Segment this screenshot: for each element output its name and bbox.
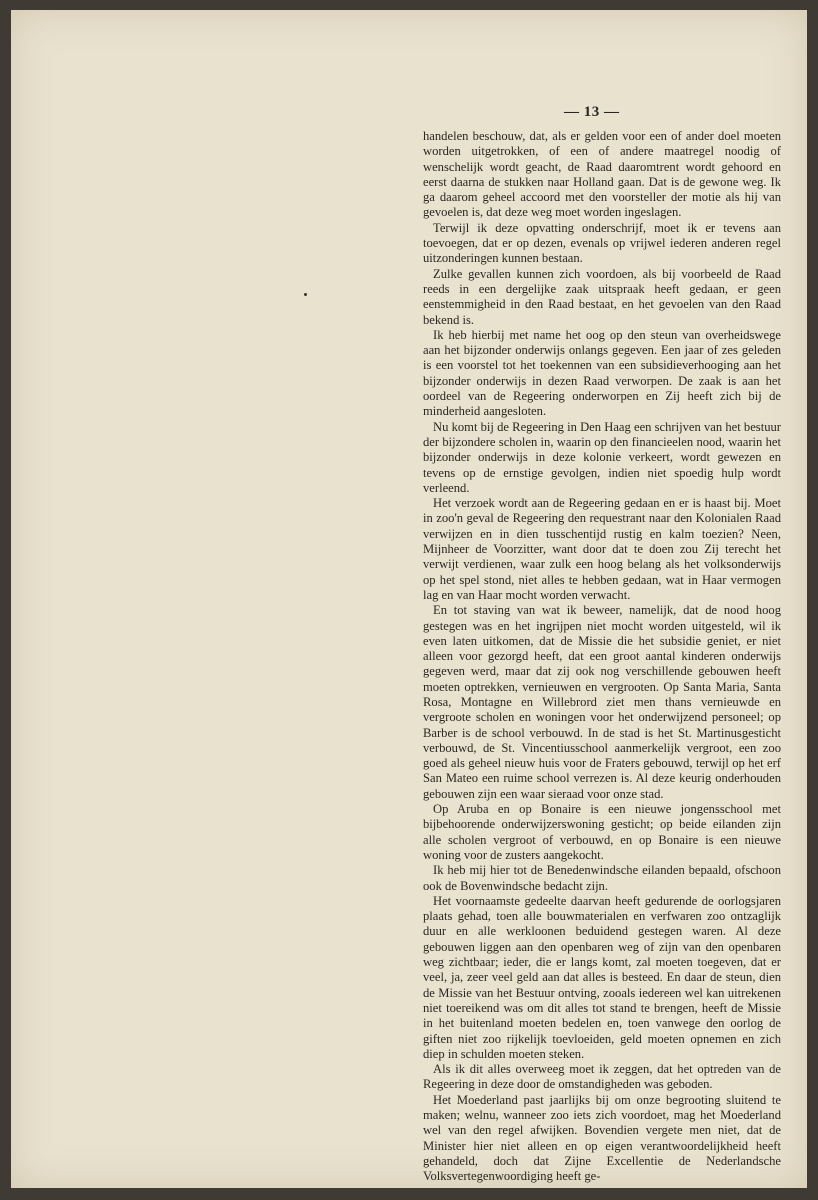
paragraph: Als ik dit alles overweeg moet ik zeggen, dat het optreden van de Regeering in deze door de omstandigheden was geboden.	[423, 1062, 781, 1092]
paragraph: Op Aruba en op Bonaire is een nieuwe jongensschool met bijbehoorende onderwijzerswoning gesticht; op beide eilanden zijn alle scholen vergroot of verbouwd, en op Bonaire is een nieuwe woning voor de zusters aangekocht.	[423, 802, 781, 862]
paragraph: Het Moederland past jaarlijks bij om onze begrooting sluitend te maken; welnu, wanneer zoo iets zich voordoet, mag het Moederland wel van den regel afwijken. Bovendien vergete men niet, dat de Minister hier niet alleen en op eigen verantwoordelijkheid heeft gehandeld, doch dat Zijne Excellentie de Nederlandsche Volksvertegenwoordiging heeft ge-	[423, 1092, 781, 1184]
paragraph: Ik heb hierbij met name het oog op den steun van overheidswege aan het bijzonder onderwijs onlangs gegeven. Een jaar of zes geleden is een voorstel tot het toekennen van een subsidieverhooging aan het bijzonder onderwijs in dezen Raad verworpen. De zaak is aan het oordeel van de Regeering onderworpen en Zij heeft zich bij de minderheid aangesloten.	[423, 327, 781, 419]
ink-speck	[304, 293, 307, 296]
body-text	[423, 129, 781, 1184]
paragraph: Ik heb mij hier tot de Benedenwindsche eilanden bepaald, ofschoon ook de Bovenwindsche bedacht zijn.	[423, 863, 781, 893]
paragraph: Terwijl ik deze opvatting onderschrijf, moet ik er tevens aan toevoegen, dat er op dezen, evenals op vrijwel iederen anderen regel uitzonderingen kunnen bestaan.	[423, 220, 781, 266]
document-page	[11, 10, 807, 1188]
page-number: — 13 —	[564, 104, 620, 120]
paragraph: Nu komt bij de Regeering in Den Haag een schrijven van het bestuur der bijzondere scholen in, waarin op den financieelen nood, waarin het bijzonder onderwijs in deze kolonie verkeert, wordt gewezen en tevens op de ernstige gevolgen, indien niet spoedig hulp wordt verleend.	[423, 419, 781, 495]
paragraph: Het verzoek wordt aan de Regeering gedaan en er is haast bij. Moet in zoo'n geval de Regeering den requestrant naar den Kolonialen Raad verwijzen en in dien tusschentijd rustig en kalm toezien? Neen, Mijnheer de Voorzitter, want door dat te doen zou Zij terecht het verwijt verdienen, waar zulk een hoog belang als het volksonderwijs op het spel stond, niet alles te hebben gedaan, wat in Haar vermogen lag en van Haar mocht worden verwacht.	[423, 496, 781, 602]
paragraph: En tot staving van wat ik beweer, namelijk, dat de nood hoog gestegen was en het ingrijpen niet mocht worden uitgesteld, wil ik even laten uitkomen, dat de Missie die het subsidie geniet, er niet alleen voor gezorgd heeft, dat een groot aantal kinderen onderwijs gegeven werd, maar dat zij ook nog verschillende gebouwen heeft moeten optrekken, vernieuwen en vergrooten. Op Santa Maria, Santa Rosa, Montagne en Willebrord ziet men thans vernieuwde en vergroote scholen en woningen voor het onderwijzend personeel; op Barber is de school verbouwd. In de stad is het St. Martinusgesticht verbouwd, de St. Vincentiusschool aanmerkelijk vergroot, een zoo goed als geheel nieuw huis voor de Fraters gebouwd, terwijl op het erf San Mateo een ruime school verrezen is. Al deze keurig onderhouden gebouwen zijn een waar sieraad voor onze stad.	[423, 603, 781, 801]
paragraph: Het voornaamste gedeelte daarvan heeft gedurende de oorlogsjaren plaats gehad, toen alle bouwmaterialen en verfwaren zoo ontzaglijk duur en alle werkloonen beduidend gestegen waren. Al deze gebouwen liggen aan den openbaren weg of zijn van den openbaren weg zichtbaar; ieder, die er langs komt, zal moeten toegeven, dat er veel, ja, zeer veel geld aan dat alles is besteed. En daar de steun, dien de Missie van het Bestuur ontving, zooals iedereen wel kan uitrekenen niet toereikend was om dit alles tot stand te brengen, heeft de Missie in het buitenland moeten bedelen en, toen vanwege den oorlog de giften niet zoo rijkelijk toevloeiden, geld moeten opnemen en zich diep in schulden moeten steken.	[423, 893, 781, 1061]
paragraph: handelen beschouw, dat, als er gelden voor een of ander doel moeten worden uitgetrokken, of een of andere maatregel noodig of wenschelijk wordt geacht, de Raad daaromtrent wordt gehoord en eerst daarna de stukken naar Holland gaan. Dat is de gewone weg. Ik ga daarom geheel accoord met den voorsteller der motie als hij van gevoelen is, dat deze weg moet worden ingeslagen.	[423, 129, 781, 220]
paragraph: Zulke gevallen kunnen zich voordoen, als bij voorbeeld de Raad reeds in een dergelijke zaak uitspraak heeft gedaan, er geen eenstemmigheid in den Raad bestaat, en het gevoelen van den Raad bekend is.	[423, 266, 781, 327]
